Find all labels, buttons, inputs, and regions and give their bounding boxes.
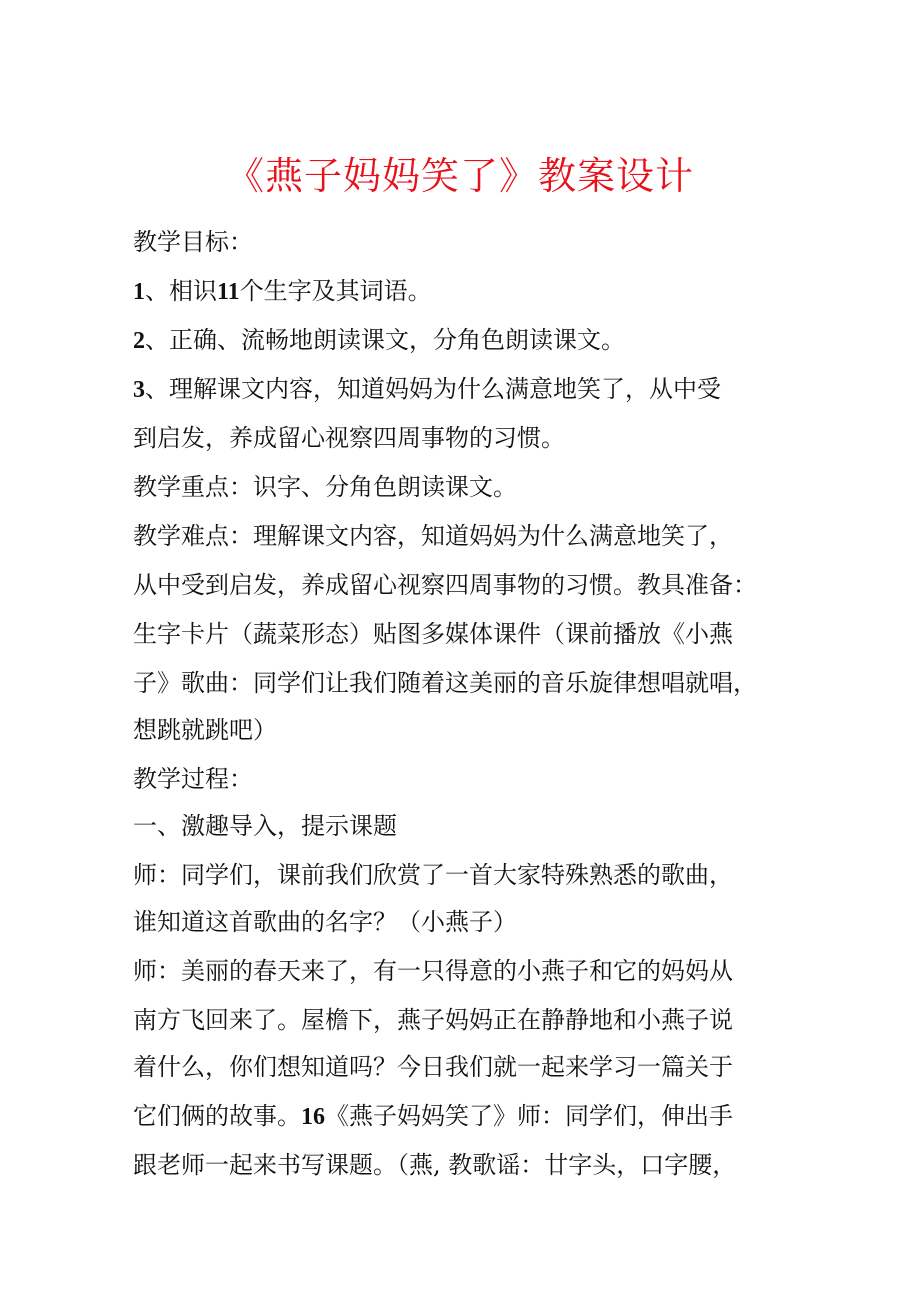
paragraph-line [133, 710, 277, 750]
list-number: 3 [133, 377, 145, 403]
objective-2-line [133, 320, 625, 360]
paragraph-line [133, 516, 733, 556]
paragraph-line [133, 663, 757, 703]
line-text-tail: 《燕子妈妈笑了》师：同学们，伸出手 [325, 1102, 733, 1130]
paragraph-line [133, 1000, 733, 1040]
paragraph-line [133, 1145, 736, 1185]
document-title: 《燕子妈妈笑了》教案设计 [225, 154, 694, 198]
line-text: 师：美丽的春天来了，有一只得意的小燕子和它的妈妈从 [133, 957, 733, 985]
line-text: 谁知道这首歌曲的名字？（小燕子） [133, 908, 517, 936]
line-text: 它们俩的故事。 [133, 1102, 301, 1130]
paragraph-line [133, 902, 517, 942]
paragraph-line [133, 614, 733, 654]
inline-number: 11 [217, 279, 240, 305]
line-text: 教学过程： [133, 765, 253, 793]
list-number: 1 [133, 279, 145, 305]
line-text: 想跳就跳吧） [133, 716, 277, 744]
line-text: 教学难点：理解课文内容，知道妈妈为什么满意地笑了， [133, 522, 733, 550]
paragraph-line [133, 1047, 733, 1087]
line-text: 跟老师一起来书写课题。（燕, 教歌谣：廿字头，口字腰， [133, 1151, 737, 1179]
line-text: 到启发，养成留心视察四周事物的习惯。 [133, 424, 565, 452]
paragraph-line [133, 1096, 733, 1136]
line-text: 、理解课文内容，知道妈妈为什么满意地笑了，从中受 [145, 375, 721, 403]
paragraph-line [133, 418, 565, 458]
line-text: 、相识 [145, 277, 217, 305]
objective-1-line [133, 271, 432, 311]
line-text: 一、激趣导入，提示课题 [133, 812, 397, 840]
paragraph-line [133, 222, 253, 262]
line-text: 从中受到启发，养成留心视察四周事物的习惯。教具准备： [133, 571, 757, 599]
section-subheading [133, 806, 397, 846]
line-text: 南方飞回来了。屋檐下，燕子妈妈正在静静地和小燕子说 [133, 1006, 733, 1034]
line-text: 教学重点：识字、分角色朗读课文。 [133, 473, 517, 501]
objective-3-line [133, 369, 721, 409]
line-text: 师：同学们，课前我们欣赏了一首大家特殊熟悉的歌曲， [133, 861, 733, 889]
paragraph-line [133, 467, 517, 507]
line-text-tail: 个生字及其词语。 [239, 277, 432, 305]
line-text: 生字卡片（蔬菜形态）贴图多媒体课件（课前播放《小燕 [133, 620, 733, 648]
section-heading [133, 759, 253, 799]
paragraph-line [133, 951, 733, 991]
line-text: 、正确、流畅地朗读课文，分角色朗读课文。 [145, 326, 625, 354]
line-text: 子》歌曲：同学们让我们随着这美丽的音乐旋律想唱就唱， [133, 669, 757, 697]
lesson-number: 16 [301, 1104, 325, 1130]
line-text: 着什么，你们想知道吗？今日我们就一起来学习一篇关于 [133, 1053, 733, 1081]
paragraph-line [133, 565, 757, 605]
list-number: 2 [133, 328, 145, 354]
paragraph-line [133, 855, 733, 895]
line-text: 教学目标： [133, 228, 253, 256]
